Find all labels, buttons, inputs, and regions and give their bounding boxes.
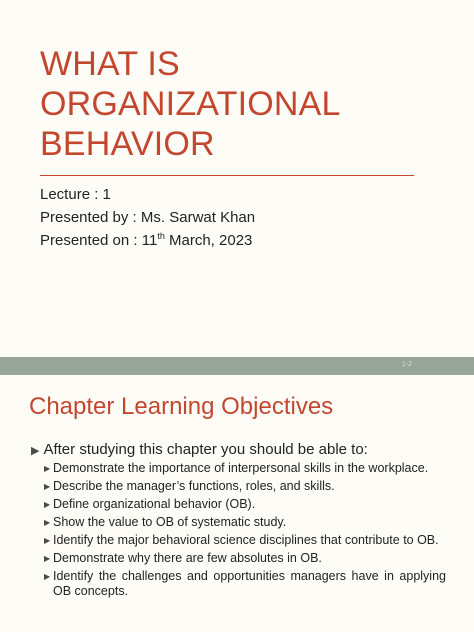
lead-text: After studying this chapter you should be able to:	[43, 441, 368, 458]
objectives-title: Chapter Learning Objectives	[29, 393, 334, 420]
objectives-list	[44, 461, 446, 602]
arrow-bullet-icon: ▶	[31, 445, 40, 457]
arrow-bullet-icon: ▶	[44, 500, 51, 509]
list-item	[44, 551, 446, 566]
lecture-line: Lecture : 1	[40, 186, 111, 203]
list-item	[44, 533, 446, 548]
date-ordinal: th	[157, 231, 165, 241]
item-text: Define organizational behavior (OB).	[53, 497, 256, 511]
arrow-bullet-icon: ▶	[44, 554, 51, 563]
list-item	[44, 479, 446, 494]
list-item	[44, 515, 446, 530]
item-text: Describe the manager’s functions, roles, and skills.	[53, 479, 335, 493]
title-divider	[40, 175, 414, 176]
list-item	[44, 569, 446, 599]
date-prefix: Presented on : 11	[40, 232, 158, 249]
item-text: Identify the challenges and opportunities managers have in applying OB concepts.	[53, 569, 446, 598]
date-line	[40, 229, 255, 252]
item-text: Identify the major behavioral science disciplines that contribute to OB.	[53, 533, 439, 547]
title-line: WHAT IS	[40, 45, 180, 83]
arrow-bullet-icon: ▶	[44, 464, 51, 473]
objectives-lead	[31, 441, 451, 458]
title-line: ORGANIZATIONAL	[40, 85, 341, 123]
item-text: Demonstrate the importance of interpersonal skills in the workplace.	[53, 461, 429, 475]
arrow-bullet-icon: ▶	[44, 536, 51, 545]
list-item	[44, 461, 446, 476]
arrow-bullet-icon: ▶	[44, 482, 51, 491]
title-line: BEHAVIOR	[40, 125, 215, 163]
arrow-bullet-icon: ▶	[44, 518, 51, 527]
presenter-line: Presented by : Ms. Sarwat Khan	[40, 209, 256, 226]
slide-separator-band	[0, 357, 474, 375]
slide-number: 1-2	[401, 361, 412, 368]
date-suffix: March, 2023	[164, 232, 253, 249]
list-item	[44, 497, 446, 512]
subtitle-block	[40, 183, 255, 252]
item-text: Show the value to OB of systematic study.	[53, 515, 287, 529]
arrow-bullet-icon: ▶	[44, 572, 51, 581]
item-text: Demonstrate why there are few absolutes in OB.	[53, 551, 322, 565]
objectives-slide	[0, 375, 474, 632]
slide-title	[40, 44, 341, 164]
